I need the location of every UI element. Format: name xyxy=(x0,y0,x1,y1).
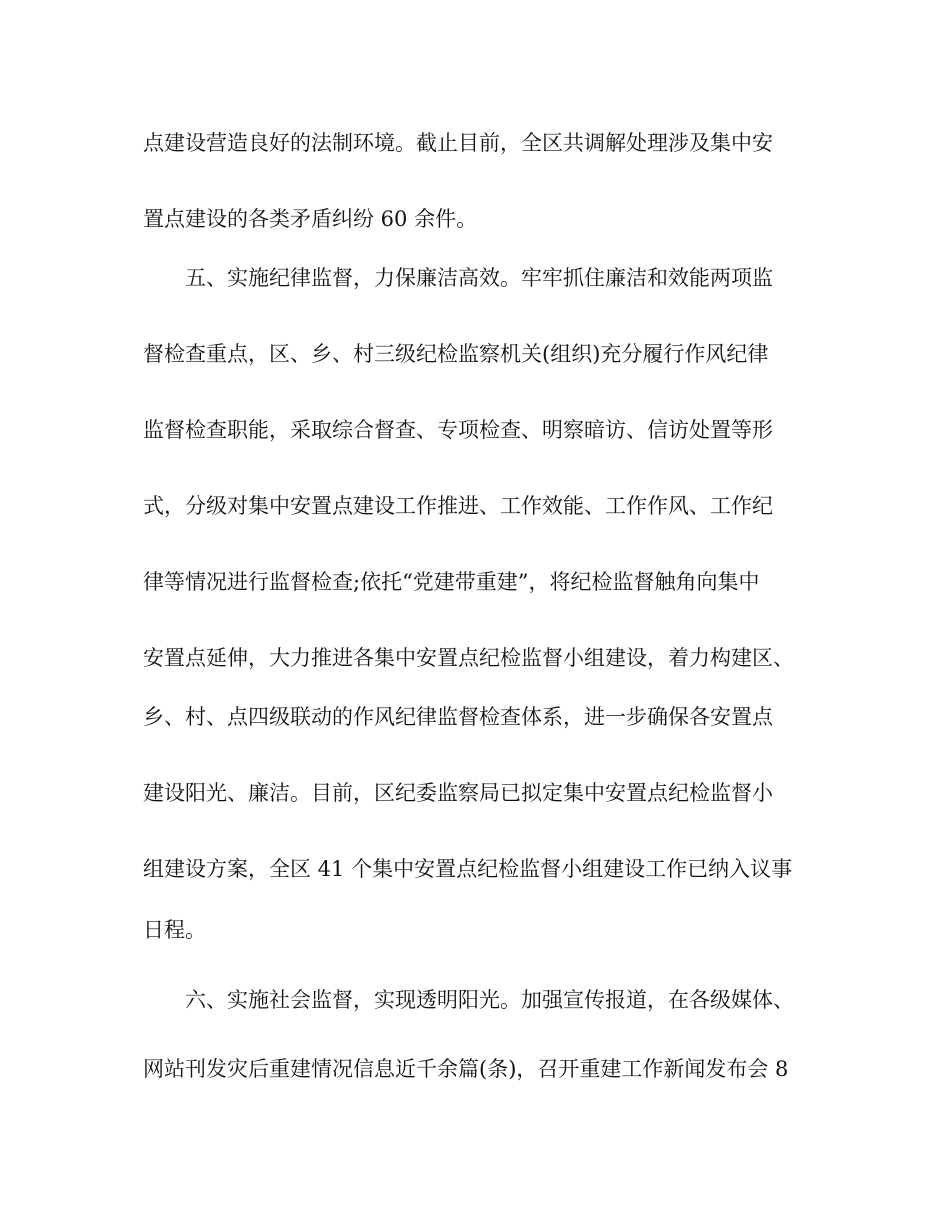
paragraph-line: 日程。 xyxy=(143,918,206,942)
section-six-heading-line: 六、实施社会监督，实现透明阳光。加强宣传报道，在各级媒体、 xyxy=(185,988,794,1012)
paragraph-line: 建设阳光、廉洁。目前，区纪委监察局已拟定集中安置点纪检监督小 xyxy=(143,781,773,805)
paragraph-line: 置点建设的各类矛盾纠纷 60 余件。 xyxy=(143,207,478,231)
paragraph-line: 式，分级对集中安置点建设工作推进、工作效能、工作作风、工作纪 xyxy=(143,494,773,518)
paragraph-line: 监督检查职能，采取综合督查、专项检查、明察暗访、信访处置等形 xyxy=(143,418,773,442)
paragraph-line: 网站刊发灾后重建情况信息近千余篇(条)，召开重建工作新闻发布会 8 xyxy=(143,1057,789,1081)
paragraph-line: 安置点延伸，大力推进各集中安置点纪检监督小组建设，着力构建区、 xyxy=(143,646,794,670)
paragraph-line: 督检查重点，区、乡、村三级纪检监察机关(组织)充分履行作风纪律 xyxy=(143,342,769,366)
paragraph-line: 点建设营造良好的法制环境。截止目前，全区共调解处理涉及集中安 xyxy=(143,131,773,155)
paragraph-line: 律等情况进行监督检查;依托“党建带重建”，将纪检监督触角向集中 xyxy=(143,570,760,594)
paragraph-line: 乡、村、点四级联动的作风纪律监督检查体系，进一步确保各安置点 xyxy=(143,705,773,729)
paragraph-line: 组建设方案，全区 41 个集中安置点纪检监督小组建设工作已纳入议事 xyxy=(143,857,793,881)
section-five-heading-line: 五、实施纪律监督，力保廉洁高效。牢牢抓住廉洁和效能两项监 xyxy=(185,266,773,290)
